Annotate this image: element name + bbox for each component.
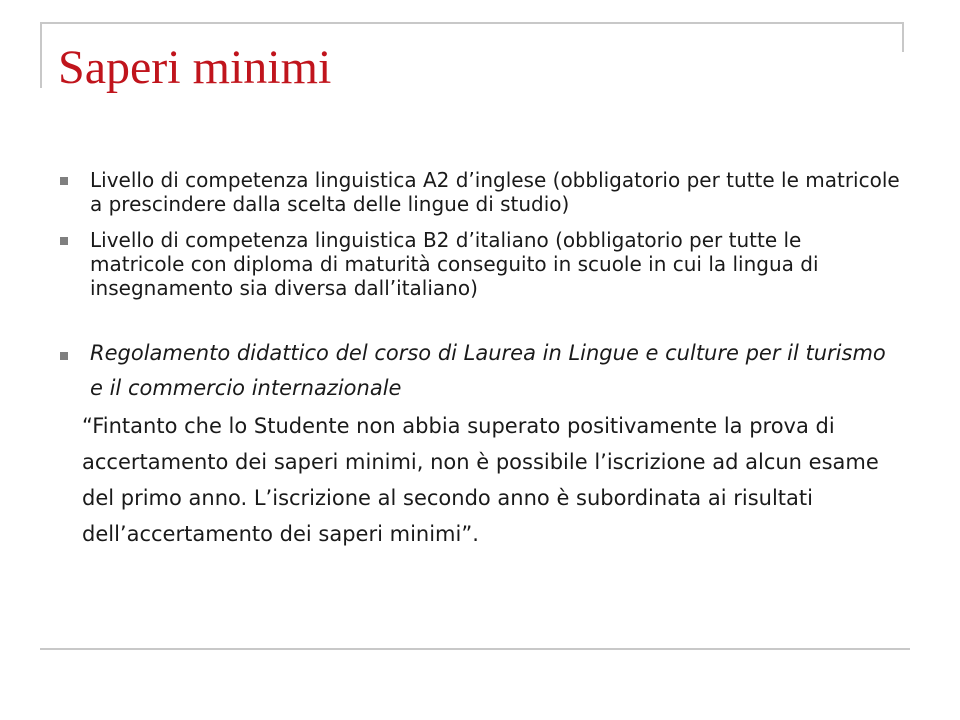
bullet-item-italiano (60, 228, 900, 300)
bullet-text: Livello di competenza linguistica B2 d’italiano (obbligatorio per tutte le matricole con diploma di maturità conseguito in scuole in cui la lingua di insegnamento sia diversa dall’italiano) (90, 228, 819, 300)
bullet-text: Livello di competenza linguistica A2 d’inglese (obbligatorio per tutte le matricole a prescindere dalla scelta delle lingue di studio) (90, 168, 900, 216)
square-bullet-icon (60, 352, 68, 360)
right-rule (902, 22, 904, 52)
bullet-item-inglese (60, 168, 900, 216)
bullet-item-regolamento (60, 336, 900, 406)
square-bullet-icon (60, 177, 68, 185)
regulation-quote: “Fintanto che lo Studente non abbia superato positivamente la prova di accertamento dei saperi minimi, non è possibile l’iscrizione ad alcun esame del primo anno. L’iscrizione al secondo anno è subordinata ai risultati dell’accertamento dei saperi minimi”. (82, 414, 879, 546)
square-bullet-icon (60, 237, 68, 245)
bottom-rule (40, 648, 910, 650)
slide-body (60, 168, 900, 552)
top-rule (40, 22, 904, 24)
slide-title: Saperi minimi (58, 41, 332, 94)
bullet-text: Regolamento didattico del corso di Laurea in Lingue e culture per il turismo e il commercio internazionale (90, 341, 886, 400)
left-rule (40, 22, 42, 88)
